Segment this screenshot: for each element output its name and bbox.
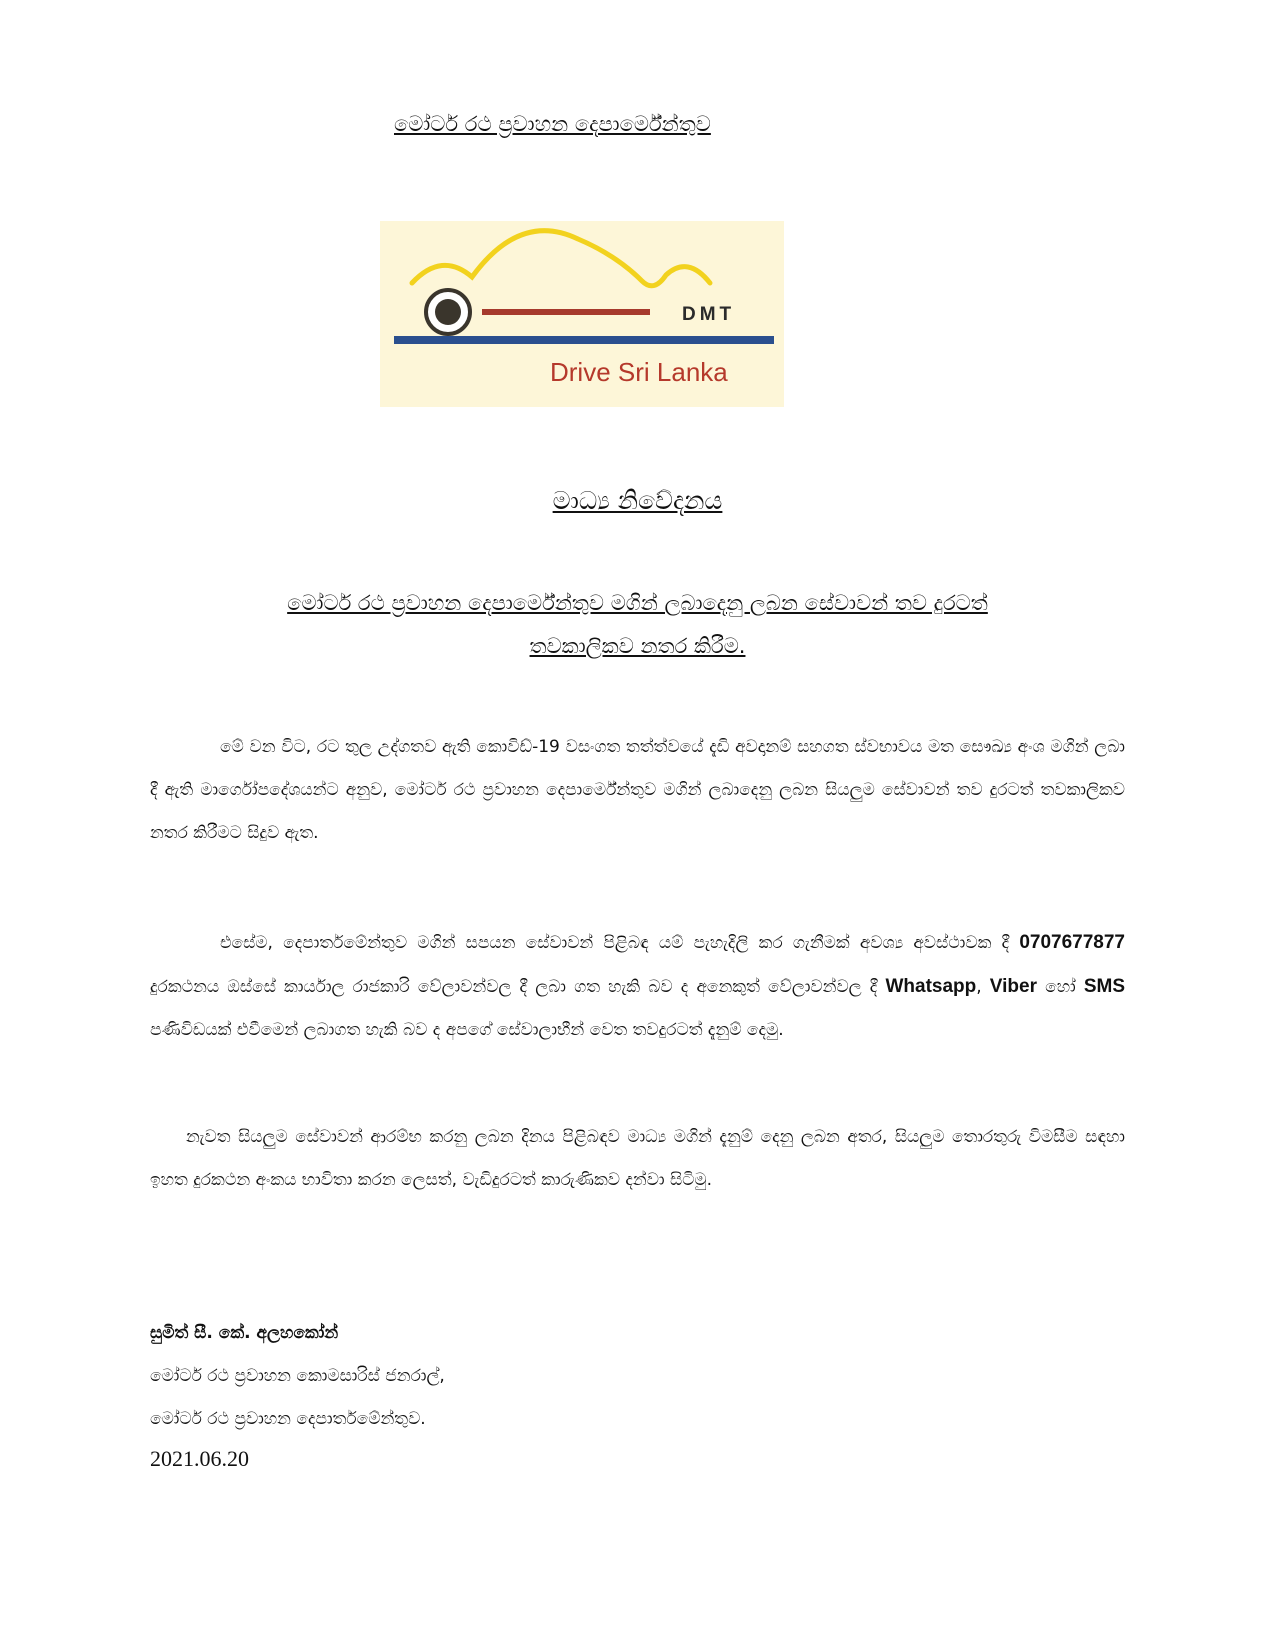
- wheel-hub: [435, 299, 461, 325]
- paragraph-2-text-a: එසේම, දෙපාර්තමේන්තුව මගින් සපයන සේවාවන් පිළිබඳ යම් පැහැදිලි කර ගැනීමක් අවශ්‍ය අවස්ථාවක දී: [220, 933, 1020, 953]
- paragraph-2-text-c: හෝ: [1036, 977, 1084, 997]
- viber-label: Viber: [989, 976, 1037, 997]
- signatory-department: මෝටර් රථ ප්‍රවාහන දෙපාර්තමේන්තුව.: [150, 1409, 426, 1429]
- department-heading: මෝටර් රථ ප්‍රවාහන දෙපාර්මේන්තුව: [394, 112, 711, 136]
- subject-line-1: මෝටර් රථ ප්‍රවාහන දෙපාර්මේන්තුව මගින් ලබාදෙනු ලබන සේවාවන් තව දුරටත්: [287, 591, 988, 615]
- sms-label: SMS: [1083, 976, 1125, 997]
- dmt-logo: [380, 221, 784, 407]
- signature-block: [150, 1312, 850, 1477]
- release-date: 2021.06.20: [150, 1446, 249, 1471]
- separator-comma: ,: [976, 977, 990, 997]
- subject-heading: [150, 582, 1125, 668]
- paragraph-3: නැවත සියලුම සේවාවන් ආරම්භ කරනු ලබන දිනය පිළිබඳව මාධ්‍ය මගින් දැනුම් දෙනු ලබන අතර, සියලුම තොරතුරු විමසීම සඳහා ඉහත දුරකථන අංකය භාවිතා කරන ලෙසත්, වැඩිදුරටත් කාරුණිකව දන්වා සිටිමු.: [150, 1127, 1125, 1190]
- logo-blue-bar: [394, 336, 774, 344]
- logo-tagline: Drive Sri Lanka: [550, 357, 728, 387]
- paragraph-2-text-d: පණිවිඩයක් එවීමෙන් ලබාගත හැකි බව ද අපගේ සේවාලාභීන් වෙත තවදුරටත් දැනුම් දෙමු.: [150, 1020, 784, 1040]
- signatory-name: සුමිත් සී. කේ. අලහකෝන්: [150, 1323, 339, 1343]
- phone-number: 0707677877: [1019, 932, 1125, 953]
- subject-line-2: තවකාලිකව නතර කිරීම.: [529, 634, 746, 658]
- logo-abbreviation: DMT: [682, 304, 736, 325]
- signatory-title: මෝටර් රථ ප්‍රවාහන කොමසාරිස් ජනරාල්,: [150, 1366, 445, 1386]
- logo-red-bar: [482, 309, 650, 315]
- whatsapp-label: Whatsapp: [885, 976, 977, 997]
- paragraph-1: මේ වන විට, රට තුල උද්ගතව ඇති කොවිඩ්-19 වසංගත තත්ත්වයේ දැඩි අවදානම් සහගත ස්වභාවය මත සෞඛ්‍ය අංශ මගින් ලබා දී ඇති මාර්ගෝපදේශයන්ට අනුව, මෝටර් රථ ප්‍රවාහන දෙපාර්මේන්තුව මගින් ලබාදෙනු ලබන සියලුම සේවාවන් තව දුරටත් තවකාලිකව නතර කිරීමට සිදුව ඇත.: [150, 737, 1125, 843]
- paragraph-2-text-b: දුරකථනය ඔස්සේ කාර්යාල රාජකාරි වේලාවන්වල දී ලබා ගත හැකි බව ද අනෙකුත් වේලාවන්වල දී: [150, 977, 886, 997]
- paragraph-2: [150, 921, 1125, 1052]
- media-release-heading: මාධ්‍ය නිවේදනය: [552, 486, 723, 515]
